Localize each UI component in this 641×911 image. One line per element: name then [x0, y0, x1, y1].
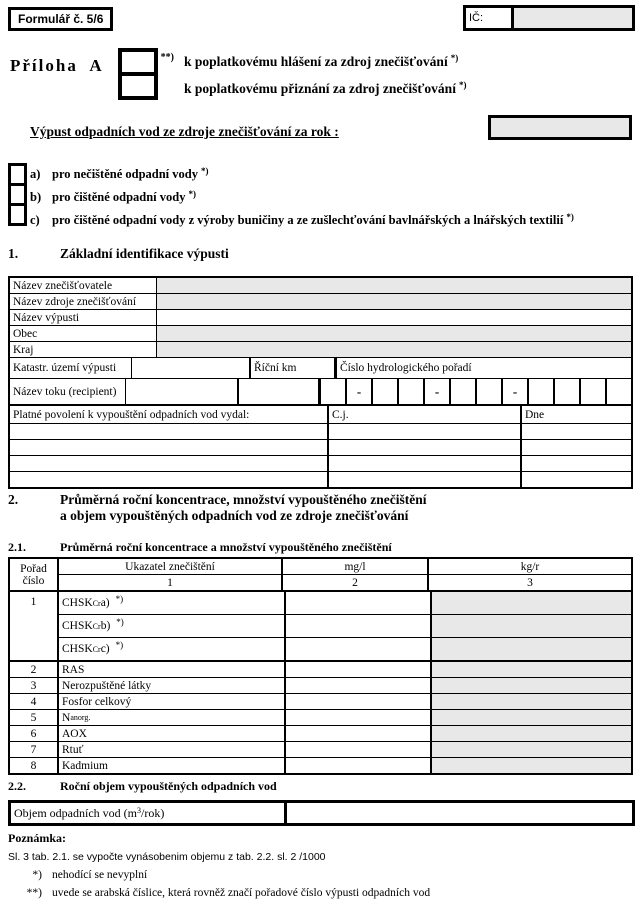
vypust-year-input[interactable]: [488, 115, 632, 140]
nazev-zdroje-input[interactable]: [157, 294, 631, 309]
permit-issuer-input[interactable]: [10, 472, 327, 487]
form-number-badge: Formulář č. 5/6: [8, 7, 113, 31]
footnote-ref: *): [200, 165, 209, 176]
permit-row: [10, 456, 631, 472]
nazev-znecistovatele-input[interactable]: [157, 278, 631, 293]
nazev-vypusti-input[interactable]: [157, 310, 631, 325]
priloha-section: [10, 48, 466, 102]
priloha-title: Příloha A: [10, 56, 104, 75]
mgl-input[interactable]: [284, 694, 430, 709]
hydro-dash: -: [425, 379, 451, 404]
nazev-toku-input[interactable]: [125, 379, 237, 404]
ic-label: IČ:: [466, 8, 514, 28]
table-row: 2 RAS: [10, 662, 631, 678]
table-row: Název výpusti: [10, 310, 631, 326]
hydro-digit-box[interactable]: [373, 379, 399, 404]
kgr-cell[interactable]: [430, 742, 631, 757]
hydro-digit-box[interactable]: [581, 379, 607, 404]
checkbox-row-c: c) pro čištěné odpadní vody z výroby buničiny a ze zušlechťování bavlnářských a lnářských textilií *): [30, 211, 574, 227]
permit-cj-input[interactable]: [327, 424, 520, 439]
kraj-input[interactable]: [157, 342, 631, 357]
mgl-input[interactable]: [284, 592, 430, 614]
permit-header-row: Platné povolení k vypouštění odpadních vod vydal: C.j. Dne: [10, 406, 631, 424]
obec-input[interactable]: [157, 326, 631, 341]
kgr-cell[interactable]: [430, 758, 631, 773]
priloha-checkbox-priznani[interactable]: [118, 72, 158, 100]
kgr-cell[interactable]: [430, 726, 631, 741]
checkbox-row-b: b) pro čištěné odpadní vody *): [30, 188, 196, 204]
mgl-input[interactable]: [284, 615, 430, 637]
vypust-title: Výpust odpadních vod ze zdroje znečišťování za rok :: [30, 124, 339, 139]
permit-issuer-input[interactable]: [10, 456, 327, 471]
table-row: 3 Nerozpuštěné látky: [10, 678, 631, 694]
permit-row: [10, 472, 631, 487]
table-row: Obec: [10, 326, 631, 342]
ricni-km-input[interactable]: [237, 379, 318, 404]
table-row: Kraj: [10, 342, 631, 357]
table-row: CHSK Cr b) *): [59, 614, 631, 637]
kgr-cell[interactable]: [430, 615, 631, 637]
table-row: 6 AOX: [10, 726, 631, 742]
footnote-ref: *): [116, 617, 124, 627]
permit-date-input[interactable]: [520, 424, 631, 439]
notes-block: [8, 831, 430, 899]
permit-issuer-input[interactable]: [10, 440, 327, 455]
permit-cj-input[interactable]: [327, 456, 520, 471]
hydro-digit-box[interactable]: [529, 379, 555, 404]
kgr-cell[interactable]: [430, 678, 631, 693]
footnote-ref: *): [188, 188, 196, 199]
objem-label: Objem odpadních vod (m 3 /rok): [11, 803, 287, 823]
notes-heading: Poznámka:: [8, 831, 66, 845]
priloha-boxes-ref: **): [160, 52, 175, 63]
footnote-ref: *): [115, 640, 124, 650]
mgl-input[interactable]: [284, 710, 430, 725]
footnote-ref: *): [566, 211, 574, 222]
hydro-digit-box[interactable]: [399, 379, 425, 404]
hydro-dash: -: [503, 379, 529, 404]
hydro-dash: -: [347, 379, 373, 404]
mgl-input[interactable]: [284, 742, 430, 757]
ic-field-group: [463, 5, 635, 31]
permit-issuer-input[interactable]: [10, 424, 327, 439]
identification-table: [8, 276, 633, 489]
katastr-row: Katastr. území výpusti Říční km Číslo hydrologického pořadí: [10, 358, 631, 378]
mgl-input[interactable]: [284, 758, 430, 773]
volume-table: [8, 800, 635, 826]
priloha-line-2: k poplatkovému přiznání za zdroj znečišťování *): [184, 79, 467, 96]
mgl-input[interactable]: [284, 662, 430, 677]
hydro-digit-box[interactable]: [477, 379, 503, 404]
ic-input[interactable]: [514, 8, 632, 28]
table-row: 4 Fosfor celkový: [10, 694, 631, 710]
mgl-input[interactable]: [284, 726, 430, 741]
hydro-digit-box[interactable]: [555, 379, 581, 404]
priloha-checkboxes: [118, 48, 158, 100]
kgr-cell[interactable]: [430, 710, 631, 725]
table-row: 7 Rtuť: [10, 742, 631, 758]
hydro-digit-box[interactable]: [321, 379, 347, 404]
mgl-input[interactable]: [284, 678, 430, 693]
form-page: Formulář č. 5/6 IČ: Příloha A **) k poplatkovému hlášení za zdroj znečišťování *) k poplatkovému přiznání za zdroj znečišťování *) Výpust odpadních vod ze zdroje znečišťování za rok : a) pro nečištěné odpadní vody *) b) pro čištěné odpadní vody *) c) pro čištěné odpadní vody z výroby buničiny a ze zušlechťování bavlnářských a lnářských textilií *) 1. Základní identifikace výpusti Název znečišťovatele Název zdroje znečišťování Název výpusti Obec Kraj Katastr. území výpusti Říční km Číslo hydrologického pořadí Název toku (recipient) - - - Platné povolení k vypouštění odpadních vod vydal: C.j. Dne 2. Průměrná roční koncentrace, množství vypouštěného znečištění a objem vypouštěných odpadních vod ze zdroje znečišťování 2.1. Průměrná roční koncentrace a množství vypouštěného znečištění Pořad číslo Ukazatel znečištění mg/l kg/r 1 2 3 1 CHSK Cr a) *) CHSK Cr b) *) CHSK Cr c) *) 2 RAS 3 Nerozpuštěné látky 4 Fosfor celkový 5 N anorg. 6 AOX 7 Rtuť 8 Kadmium 2.2. Roční objem vypouštěných odpadních vod Objem odpadních vod (m 3 /rok) Poznámka: Sl. 3 tab. 2.1. se vypočte vynásobenim objemu z tab. 2.2. sl. 2 /1000 *) nehodící se nevyplní **) uvede se arabská číslice, která rovněž značí pořadové číslo výpusti odpadních vod: [0, 0, 641, 911]
footnote-ref: *): [458, 79, 467, 90]
hydro-digit-box[interactable]: [451, 379, 477, 404]
tok-row: Název toku (recipient) - - -: [10, 378, 631, 404]
water-type-checkboxes: [8, 163, 574, 232]
mgl-input[interactable]: [284, 638, 430, 660]
permit-row: [10, 440, 631, 456]
objem-input[interactable]: [287, 803, 632, 823]
kgr-cell[interactable]: [430, 592, 631, 614]
calc-note: Sl. 3 tab. 2.1. se vypočte vynásobenim objemu z tab. 2.2. sl. 2 /1000: [8, 851, 326, 863]
footnote-ref: *): [450, 52, 459, 63]
checkbox-row-a: a) pro nečištěné odpadní vody *): [30, 165, 209, 181]
priloha-line-1: k poplatkovému hlášení za zdroj znečišťování *): [184, 52, 459, 69]
table-row: CHSK Cr a) *): [59, 592, 631, 614]
kgr-cell[interactable]: [430, 694, 631, 709]
kgr-cell[interactable]: [430, 638, 631, 660]
permit-cj-input[interactable]: [327, 472, 520, 487]
hydro-digit-box[interactable]: [607, 379, 631, 404]
table-row: Název zdroje znečišťování: [10, 294, 631, 310]
table-row: Název znečišťovatele: [10, 278, 631, 294]
permit-date-input[interactable]: [520, 456, 631, 471]
kgr-cell[interactable]: [430, 662, 631, 677]
footnote-1: *) nehodící se nevyplní: [32, 869, 148, 881]
katastr-input[interactable]: [131, 358, 249, 378]
table-row: CHSK Cr c) *): [59, 637, 631, 660]
permit-date-input[interactable]: [520, 440, 631, 455]
permit-cj-input[interactable]: [327, 440, 520, 455]
pollution-table: [8, 557, 633, 775]
table-row: 5 N anorg.: [10, 710, 631, 726]
chsk-block: 1 CHSK Cr a) *) CHSK Cr b) *) CHSK Cr c) *): [10, 592, 631, 662]
footnote-2: **) uvede se arabská číslice, která rovněž značí pořadové číslo výpusti odpadních vod: [26, 887, 431, 899]
hydro-number-boxes: [318, 379, 631, 404]
table-row: 8 Kadmium: [10, 758, 631, 773]
footnote-ref: *): [115, 594, 124, 604]
checkbox-c[interactable]: [8, 203, 27, 226]
permit-row: [10, 424, 631, 440]
permit-date-input[interactable]: [520, 472, 631, 487]
pollution-table-header: Pořad číslo Ukazatel znečištění mg/l kg/r 1 2 3: [10, 559, 631, 592]
